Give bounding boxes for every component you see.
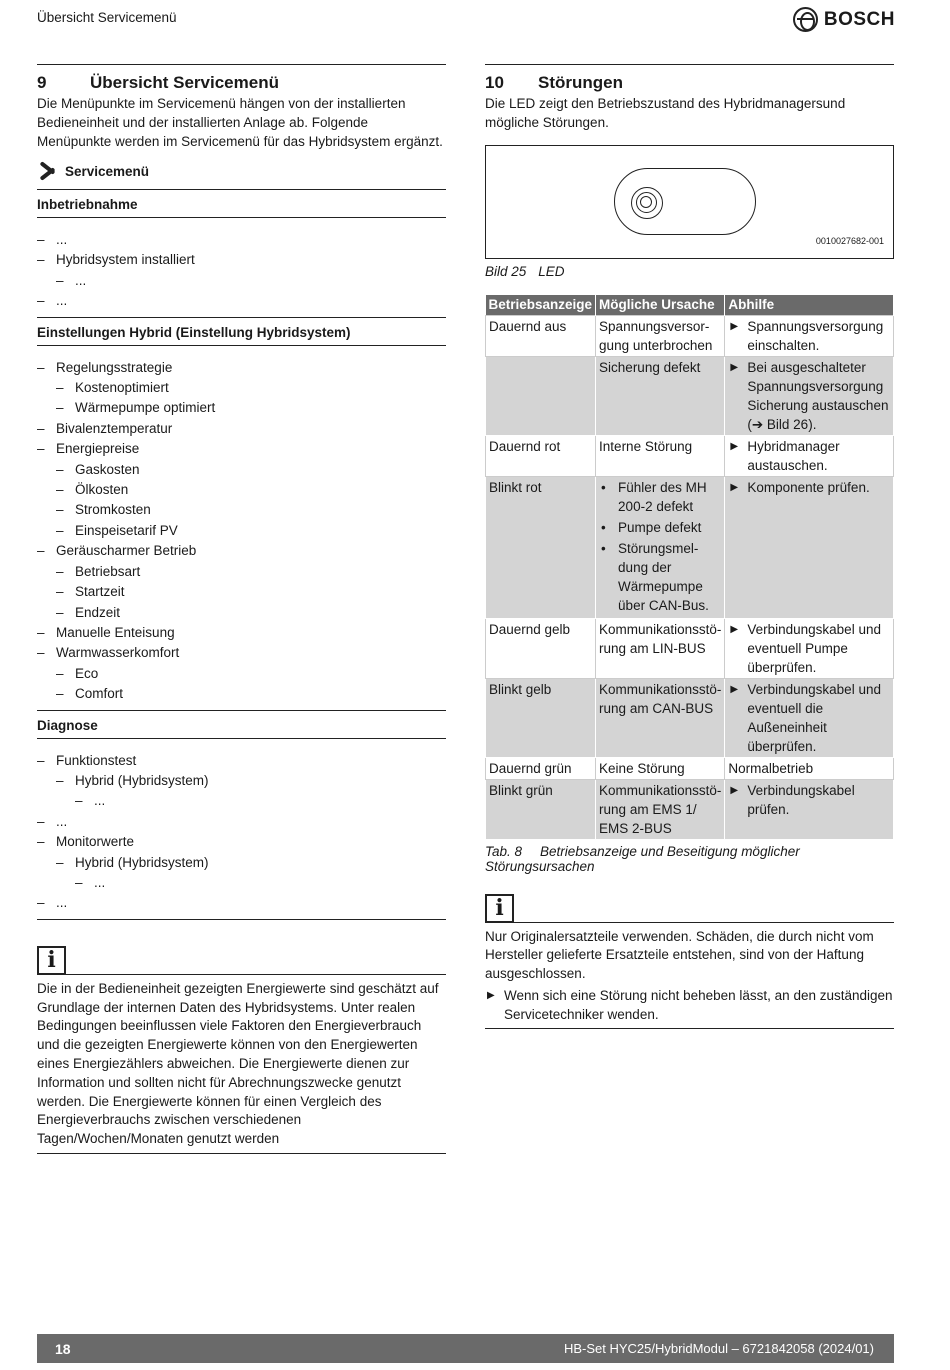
cause-bullet: • Störungsmeldung der Wärmepumpe über CAN-Bus.	[599, 539, 721, 615]
led-housing-illustration	[614, 168, 756, 235]
table-header-row	[486, 295, 894, 315]
running-title: Übersicht Servicemenü	[37, 10, 177, 25]
menu-item: – Startzeit	[56, 582, 446, 602]
menu-item: – Comfort	[56, 684, 446, 704]
service-tools-icon	[37, 163, 59, 179]
remedy-text: ▶ Verbindungskabel und eventuell Pumpe überprüfen.	[728, 620, 890, 677]
status-cell: Blinkt rot	[486, 476, 596, 618]
cause-cell: Spannungsversorgung unterbrochen	[596, 315, 725, 356]
info-action: ▶ Wenn sich eine Störung nicht beheben lässt, an den zuständigen Servicetechniker wenden.	[485, 987, 894, 1030]
section-heading	[485, 64, 894, 93]
remedy-text: ▶ Verbindungskabel und eventuell die Außeneinheit überprüfen.	[728, 680, 890, 756]
menu-item: – Hybrid (Hybridsystem)	[56, 853, 446, 873]
cause-cell: Kommunikationsstörung am LIN-BUS	[596, 618, 725, 678]
menu-item: – Energiepreise	[37, 439, 446, 459]
info-text: Die in der Bedieneinheit gezeigten Energiewerte sind geschätzt auf Grundlage der internen Daten des Hybridsystems. Unter realen Bedingungen beeinflussen viele Faktoren den Energieverbrauch und die gezeigten Energiewerte können von den Energiewerten eines Energiezählers abweichen. Die Energiewerte dienen zur Information und sollten nicht für Abrechnungszwecke genutzt werden. Die Energiewerte können für einen Vergleich des Energieverbrauchs zwischen verschiedenen Tagen/Wochen/Monaten genutzt werden	[37, 980, 446, 1154]
cause-bullet: • Pumpe defekt	[599, 518, 721, 537]
page-footer	[37, 1334, 894, 1363]
menu-item: – ...	[56, 271, 446, 291]
section-number: 10	[485, 73, 504, 92]
remedy-cell	[725, 356, 894, 435]
figure-caption-text: LED	[538, 264, 565, 279]
menu-item: – Kostenoptimiert	[56, 378, 446, 398]
status-cell: Dauernd aus	[486, 315, 596, 356]
bosch-armature-icon	[793, 7, 818, 32]
table-header: Betriebsanzeige	[486, 295, 596, 315]
servicemenu-label: Servicemenü	[65, 163, 150, 179]
remedy-cell	[725, 779, 894, 839]
figure-label: Bild 25	[485, 264, 527, 279]
menu-item: – ...	[37, 812, 446, 832]
table-row	[486, 315, 894, 356]
figure-id: 0010027682-001	[815, 236, 884, 246]
table-caption	[485, 844, 894, 874]
document-id: HB-Set HYC25/HybridModul – 6721842058 (2024/01)	[563, 1341, 874, 1356]
menu-item: – Funktionstest	[37, 751, 446, 771]
menu-item: – Bivalenztemperatur	[37, 419, 446, 439]
menu-item: – ...	[37, 230, 446, 250]
remedy-text: ▶ Bei ausgeschalteter Spannungsversorgung Sicherung austauschen (➔ Bild 26).	[728, 358, 890, 434]
remedy-cell	[725, 757, 894, 779]
menu-group-title: Inbetriebnahme	[37, 190, 446, 218]
remedy-text: Normalbetrieb	[728, 760, 814, 776]
menu-group-title: Diagnose	[37, 710, 446, 739]
cause-cell: Keine Störung	[596, 757, 725, 779]
menu-item: – ...	[75, 791, 446, 811]
menu-item: – ...	[75, 873, 446, 893]
led-icon	[631, 187, 663, 219]
menu-groups	[37, 190, 446, 920]
menu-item: – Hybridsystem installiert	[37, 250, 446, 270]
section-heading	[37, 64, 446, 93]
remedy-text: ▶ Spannungsversorgung einschalten.	[728, 317, 890, 355]
cause-cell: Kommunikationsstörung am CAN-BUS	[596, 678, 725, 757]
menu-item: – ...	[37, 893, 446, 913]
table-row	[486, 356, 894, 435]
remedy-cell	[725, 435, 894, 476]
menu-item: – Endzeit	[56, 603, 446, 623]
table-row	[486, 476, 894, 618]
status-cell: Dauernd gelb	[486, 618, 596, 678]
section-title: Störungen	[538, 73, 623, 92]
remedy-cell	[725, 678, 894, 757]
menu-item: – Betriebsart	[56, 562, 446, 582]
remedy-text: ▶ Hybridmanager austauschen.	[728, 437, 890, 475]
section-title: Übersicht Servicemenü	[90, 73, 279, 92]
remedy-cell	[725, 315, 894, 356]
cause-cell	[596, 476, 725, 618]
led-figure	[485, 145, 894, 259]
brand-name: BOSCH	[823, 8, 895, 30]
cause-cell: Sicherung defekt	[596, 356, 725, 435]
table-row	[486, 779, 894, 839]
status-cell: Blinkt gelb	[486, 678, 596, 757]
section-intro: Die Menüpunkte im Servicemenü hängen von der installierten Bedieneinheit und der installierten Anlage ab. Folgende Menüpunkte werden im Servicemenü für das Hybridsystem ergänzt.	[37, 96, 443, 149]
table-row	[486, 757, 894, 779]
menu-item: – Hybrid (Hybridsystem)	[56, 771, 446, 791]
status-cell: Blinkt grün	[486, 779, 596, 839]
figure-caption	[485, 264, 894, 279]
cause-cell: Kommunikationsstörung am EMS 1/ EMS 2-BUS	[596, 779, 725, 839]
menu-item: – Gaskosten	[56, 460, 446, 480]
info-icon: i	[485, 894, 514, 923]
table-label: Tab. 8	[485, 843, 523, 859]
menu-list	[37, 230, 446, 312]
status-cell: Dauernd rot	[486, 435, 596, 476]
menu-item: – Einspeisetarif PV	[56, 521, 446, 541]
menu-item: – Regelungsstrategie	[37, 358, 446, 378]
remedy-text: ▶ Komponente prüfen.	[728, 478, 890, 497]
remedy-text: ▶ Verbindungskabel prüfen.	[728, 781, 890, 819]
servicemenu-heading	[37, 161, 446, 181]
table-row	[486, 678, 894, 757]
table-row	[486, 435, 894, 476]
left-column	[37, 64, 446, 1154]
menu-item: – Geräuscharmer Betrieb	[37, 541, 446, 561]
menu-item: – Wärmepumpe optimiert	[56, 398, 446, 418]
table-header: Mögliche Ursache	[596, 295, 725, 315]
info-note	[485, 894, 894, 1030]
menu-item: – Monitorwerte	[37, 832, 446, 852]
table-header: Abhilfe	[725, 295, 894, 315]
right-column	[485, 64, 894, 1029]
menu-list	[37, 751, 446, 914]
remedy-cell	[725, 618, 894, 678]
menu-item: – ...	[37, 291, 446, 311]
menu-item: – Manuelle Enteisung	[37, 623, 446, 643]
menu-item: – Stromkosten	[56, 500, 446, 520]
menu-item: – Warmwasserkomfort	[37, 643, 446, 663]
page-number: 18	[55, 1340, 71, 1357]
section-number: 9	[37, 73, 47, 92]
status-cell: Dauernd grün	[486, 757, 596, 779]
status-table	[485, 295, 894, 840]
remedy-cell	[725, 476, 894, 618]
section-intro: Die LED zeigt den Betriebszustand des Hybridmanagersund mögliche Störungen.	[485, 96, 846, 130]
menu-item: – Eco	[56, 664, 446, 684]
bosch-logo	[793, 7, 895, 32]
table-caption-text: Betriebsanzeige und Beseitigung möglicher Störungsursachen	[485, 843, 800, 874]
menu-list	[37, 358, 446, 705]
cause-bullet: • Fühler des MH 200-2 defekt	[599, 478, 721, 516]
menu-group-title: Einstellungen Hybrid (Einstellung Hybridsystem)	[37, 317, 446, 346]
info-note	[37, 946, 446, 1154]
info-text: Nur Originalersatzteile verwenden. Schäden, die durch nicht vom Hersteller gelieferte Ersatzteile entstehen, sind von der Haftung ausgeschlossen.	[485, 928, 874, 982]
cause-cell: Interne Störung	[596, 435, 725, 476]
info-icon: i	[37, 946, 66, 975]
status-cell	[486, 356, 596, 435]
table-row	[486, 618, 894, 678]
menu-item: – Ölkosten	[56, 480, 446, 500]
